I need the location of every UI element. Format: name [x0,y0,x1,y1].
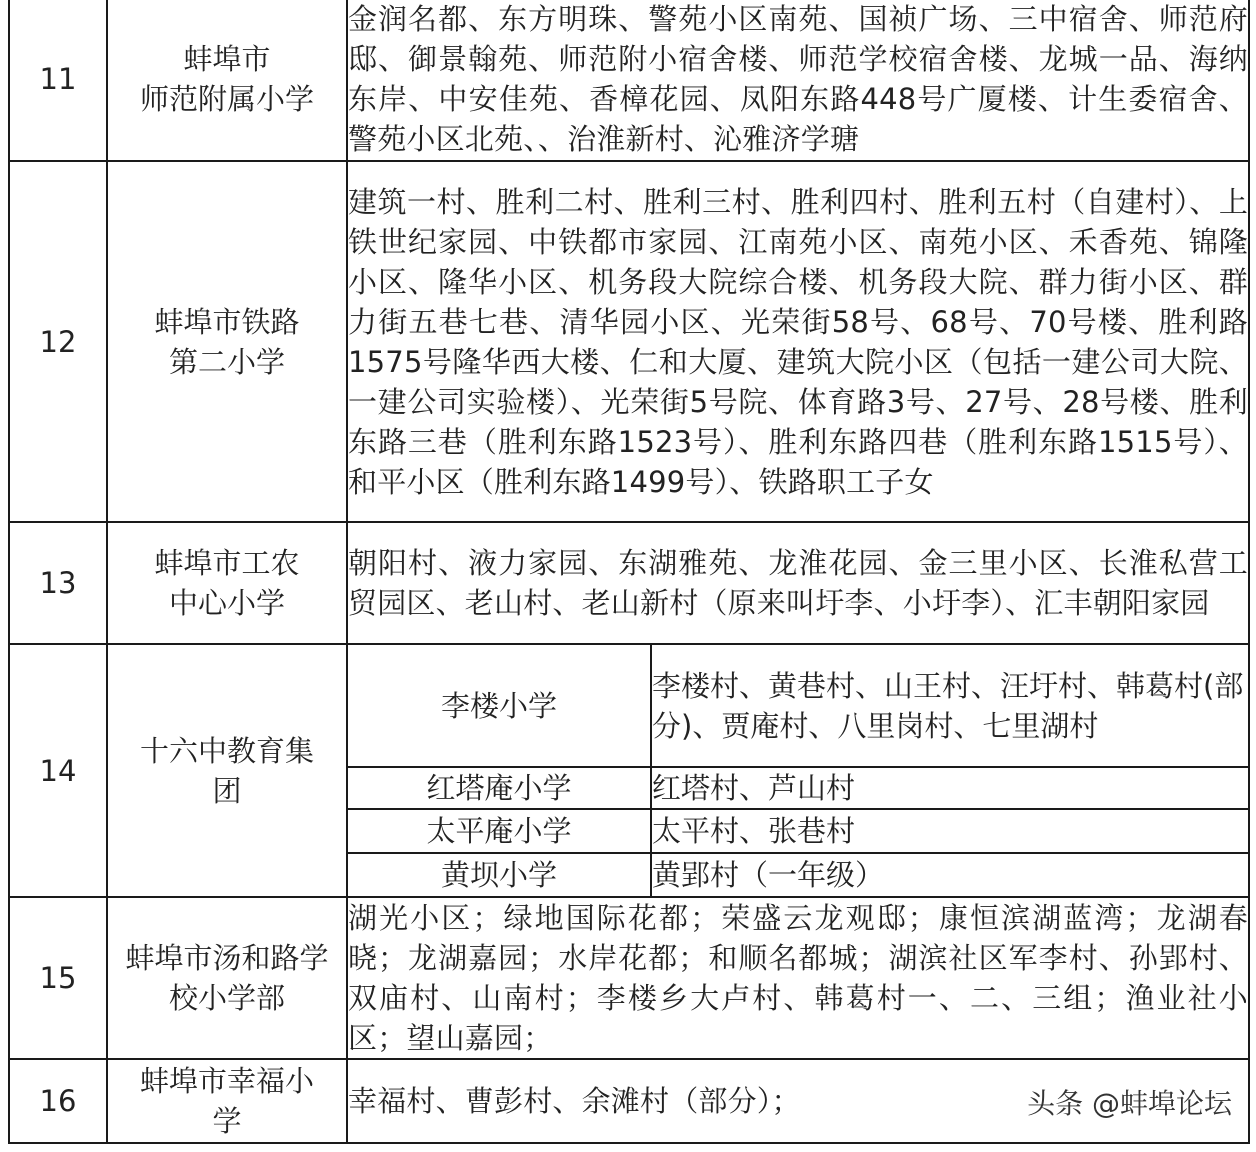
table-row [9,644,1249,767]
school-name-line: 蚌埠市幸福小 [139,1064,314,1098]
school-name-line: 蚌埠市汤和路学 [125,941,329,975]
row-number: 13 [9,522,107,644]
table-row [9,522,1249,644]
school-name-line: 蚌埠市工农 [154,546,300,580]
school-name-cell [107,1059,347,1143]
row-number: 14 [9,644,107,897]
school-name-cell [107,522,347,644]
school-name-line: 校小学部 [168,981,285,1015]
district-areas-cell: 幸福村、曹彭村、余滩村（部分）； [347,1059,1249,1143]
school-district-table [8,0,1250,1144]
school-name-line: 十六中教育集 [139,733,314,768]
school-name-line: 第二小学 [168,344,285,379]
district-areas-cell: 金润名都、东方明珠、警苑小区南苑、国祯广场、三中宿舍、师范府邸、御景翰苑、师范附小宿舍楼、师范学校宿舍楼、龙城一品、海纳东岸、中安佳苑、香樟花园、凤阳东路448号广厦楼、计生委宿舍、警苑小区北苑、、治淮新村、沁雅济学瑭 [347,0,1249,161]
sub-school-areas: 李楼村、黄巷村、山王村、汪圩村、韩葛村(部分)、贾庵村、八里岗村、七里湖村 [651,644,1249,767]
school-name-line: 团 [212,773,242,808]
district-areas-cell: 湖光小区；绿地国际花都；荣盛云龙观邸；康恒滨湖蓝湾；龙湖春晓；龙湖嘉园；水岸花都；和顺名都城；湖滨社区军李村、孙郢村、双庙村、山南村；李楼乡大卢村、韩葛村一、二、三组；渔业社小区；望山嘉园； [347,897,1249,1059]
school-name-cell [107,644,347,897]
sub-school-areas: 太平村、张巷村 [651,809,1249,853]
school-name-cell [107,161,347,522]
school-name-line: 蚌埠市铁路 [154,304,300,339]
row-number: 12 [9,161,107,522]
sub-school-name: 李楼小学 [347,644,651,767]
row-number: 11 [9,0,107,161]
school-name-line: 师范附属小学 [139,82,314,116]
sub-school-name: 黄坝小学 [347,853,651,897]
school-name-cell [107,897,347,1059]
sub-school-areas: 黄郢村（一年级） [651,853,1249,897]
school-name-cell [107,0,347,161]
sub-school-name: 红塔庵小学 [347,767,651,809]
district-areas-cell: 建筑一村、胜利二村、胜利三村、胜利四村、胜利五村（自建村）、上铁世纪家园、中铁都市家园、江南苑小区、南苑小区、禾香苑、锦隆小区、隆华小区、机务段大院综合楼、机务段大院、群力街小区、群力街五巷七巷、清华园小区、光荣街58号、68号、70号楼、胜利路1575号隆华西大楼、仁和大厦、建筑大院小区（包括一建公司大院、一建公司实验楼）、光荣街5号院、体育路3号、27号、28号楼、胜利东路三巷（胜利东路1523号）、胜利东路四巷（胜利东路1515号）、和平小区（胜利东路1499号）、铁路职工子女 [347,161,1249,522]
row-number: 16 [9,1059,107,1143]
sub-school-name: 太平庵小学 [347,809,651,853]
table-row [9,897,1249,1059]
table-row [9,161,1249,522]
district-areas-cell: 朝阳村、液力家园、东湖雅苑、龙淮花园、金三里小区、长淮私营工贸园区、老山村、老山新村（原来叫圩李、小圩李）、汇丰朝阳家园 [347,522,1249,644]
watermark: 头条 @蚌埠论坛 [1027,1087,1232,1120]
sub-school-areas: 红塔村、芦山村 [651,767,1249,809]
row-number: 15 [9,897,107,1059]
school-name-line: 中心小学 [168,586,285,620]
table-row [9,0,1249,161]
school-name-line: 学 [212,1104,242,1138]
school-name-line: 蚌埠市 [183,42,271,76]
